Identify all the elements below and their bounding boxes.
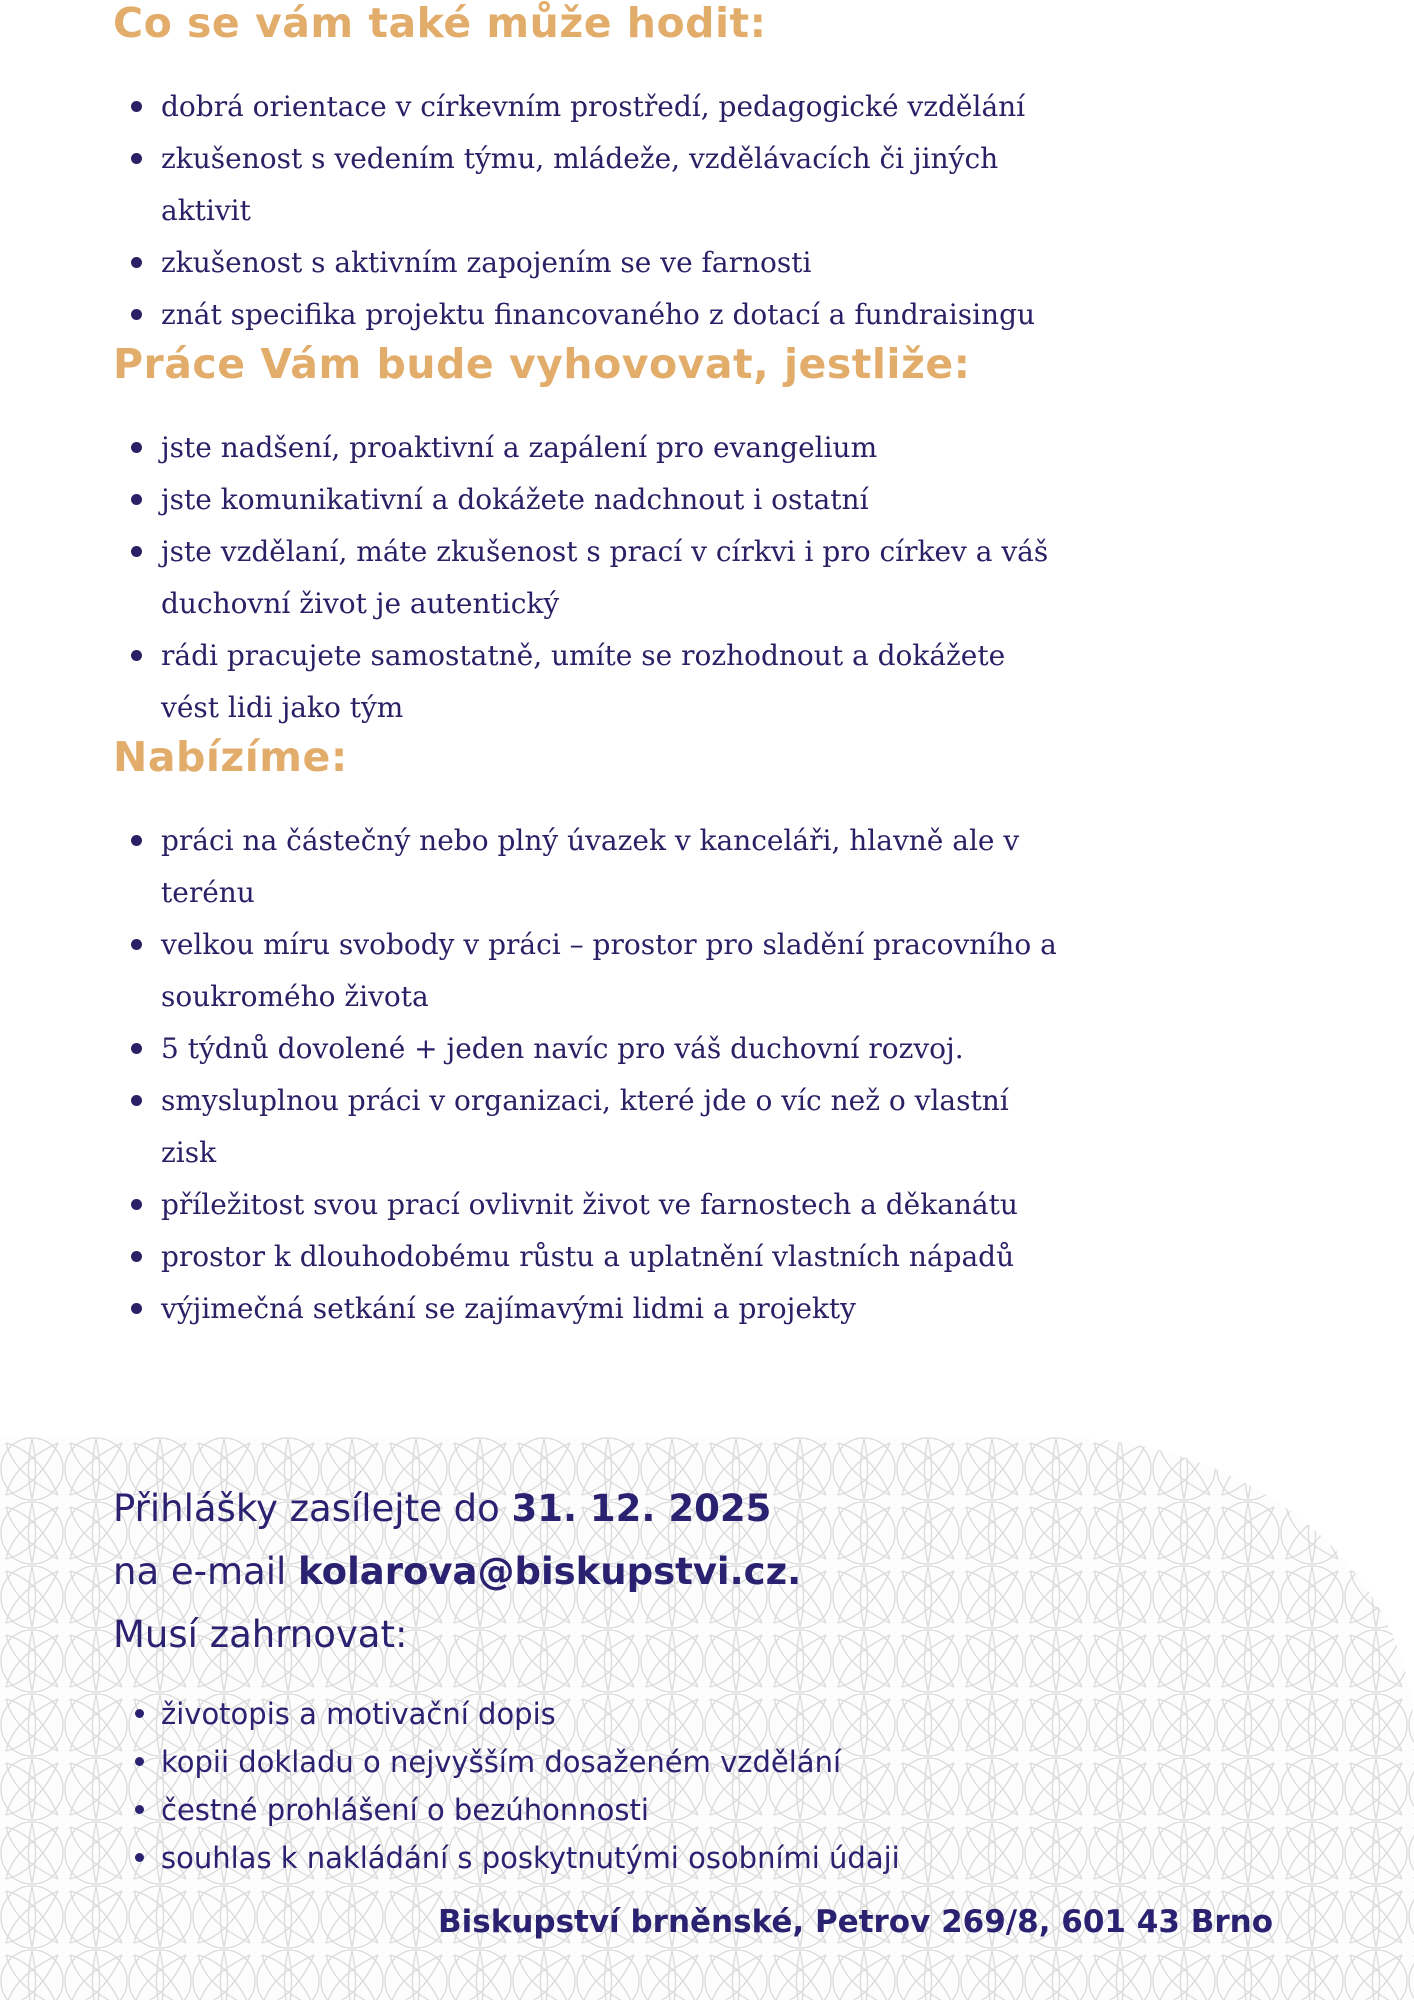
list-item-text: 5 týdnů dovolené + jeden navíc pro váš duchovní rozvoj. <box>161 1032 964 1066</box>
deadline-label: Přihlášky zasílejte do <box>113 1487 512 1530</box>
bullet-icon <box>135 1709 144 1718</box>
list-hodit <box>113 81 1063 341</box>
list-item-text: znát specifika projektu financovaného z dotací a fundraisingu <box>161 298 1036 332</box>
footer-content <box>113 1477 1273 1940</box>
section-heading-nabizime: Nabízíme: <box>113 733 348 782</box>
list-item-text: jste vzdělaní, máte zkušenost s prací v církvi i pro církev a váš duchovní život je autentický <box>161 535 1049 621</box>
list-item-text: zkušenost s aktivním zapojením se ve farnosti <box>161 246 812 280</box>
bullet-icon <box>131 1251 142 1262</box>
bullet-icon <box>135 1757 144 1766</box>
bullet-icon <box>131 835 142 846</box>
section-heading-hodit: Co se vám také může hodit: <box>113 0 767 47</box>
bullet-icon <box>131 1095 142 1106</box>
list-item <box>161 1834 1273 1882</box>
list-item-text: jste nadšení, proaktivní a zapálení pro evangelium <box>161 431 878 465</box>
requirements-label: Musí zahrnovat: <box>113 1613 408 1656</box>
list-item-text: smysluplnou práci v organizaci, které jde o víc než o vlastní zisk <box>161 1084 1009 1170</box>
bullet-icon <box>131 309 142 320</box>
list-item <box>161 133 1063 237</box>
list-item-text: práci na částečný nebo plný úvazek v kanceláři, hlavně ale v terénu <box>161 824 1020 910</box>
email-line <box>113 1540 1273 1603</box>
list-item-text: příležitost svou prací ovlivnit život ve farnostech a děkanátu <box>161 1188 1018 1222</box>
bullet-icon <box>131 1303 142 1314</box>
section-heading-vyhovovat: Práce Vám bude vyhovovat, jestliže: <box>113 340 971 389</box>
list-item <box>161 919 1063 1023</box>
deadline-line <box>113 1477 1273 1540</box>
list-item-text: rádi pracujete samostatně, umíte se rozhodnout a dokážete vést lidi jako tým <box>161 639 1006 725</box>
bullet-icon <box>131 650 142 661</box>
list-nabizime <box>113 815 1063 1335</box>
bullet-icon <box>131 939 142 950</box>
list-item <box>161 1023 1063 1075</box>
bullet-icon <box>131 1043 142 1054</box>
list-item <box>161 1231 1063 1283</box>
list-item-text: prostor k dlouhodobému růstu a uplatnění vlastních nápadů <box>161 1240 1015 1274</box>
list-item-text: výjimečná setkání se zajímavými lidmi a projekty <box>161 1292 856 1326</box>
bullet-icon <box>131 1199 142 1210</box>
list-requirements <box>113 1690 1273 1882</box>
list-item <box>161 1075 1063 1179</box>
list-item <box>161 237 1063 289</box>
list-item <box>161 1690 1273 1738</box>
application-info-panel <box>0 1437 1414 2000</box>
bullet-icon <box>131 494 142 505</box>
list-item-text: kopii dokladu o nejvyšším dosaženém vzdělání <box>161 1745 842 1779</box>
deadline-date: 31. 12. 2025 <box>511 1487 772 1530</box>
bullet-icon <box>135 1805 144 1814</box>
list-item <box>161 1786 1273 1834</box>
list-item-text: životopis a motivační dopis <box>161 1697 556 1731</box>
list-item <box>161 81 1063 133</box>
list-item <box>161 422 1063 474</box>
list-item <box>161 289 1063 341</box>
email-address: kolarova@biskupstvi.cz. <box>298 1550 802 1593</box>
list-item <box>161 474 1063 526</box>
main-content <box>113 0 1063 1335</box>
organization-address: Biskupství brněnské, Petrov 269/8, 601 43 Brno <box>438 1904 1273 1940</box>
bullet-icon <box>131 546 142 557</box>
list-item <box>161 1283 1063 1335</box>
bullet-icon <box>131 153 142 164</box>
list-item-text: jste komunikativní a dokážete nadchnout i ostatní <box>161 483 869 517</box>
list-item-text: velkou míru svobody v práci – prostor pro sladění pracovního a soukromého života <box>161 928 1057 1014</box>
bullet-icon <box>135 1853 144 1862</box>
list-item-text: dobrá orientace v církevním prostředí, pedagogické vzdělání <box>161 90 1026 124</box>
list-item-text: souhlas k nakládání s poskytnutými osobními údaji <box>161 1841 900 1875</box>
list-item <box>161 1738 1273 1786</box>
list-item-text: zkušenost s vedením týmu, mládeže, vzdělávacích či jiných aktivit <box>161 142 999 228</box>
list-item-text: čestné prohlášení o bezúhonnosti <box>161 1793 649 1827</box>
list-item <box>161 1179 1063 1231</box>
bullet-icon <box>131 442 142 453</box>
bullet-icon <box>131 257 142 268</box>
bullet-icon <box>131 101 142 112</box>
list-item <box>161 526 1063 630</box>
list-vyhovovat <box>113 422 1063 734</box>
list-item <box>161 815 1063 919</box>
list-item <box>161 630 1063 734</box>
email-label: na e-mail <box>113 1550 299 1593</box>
